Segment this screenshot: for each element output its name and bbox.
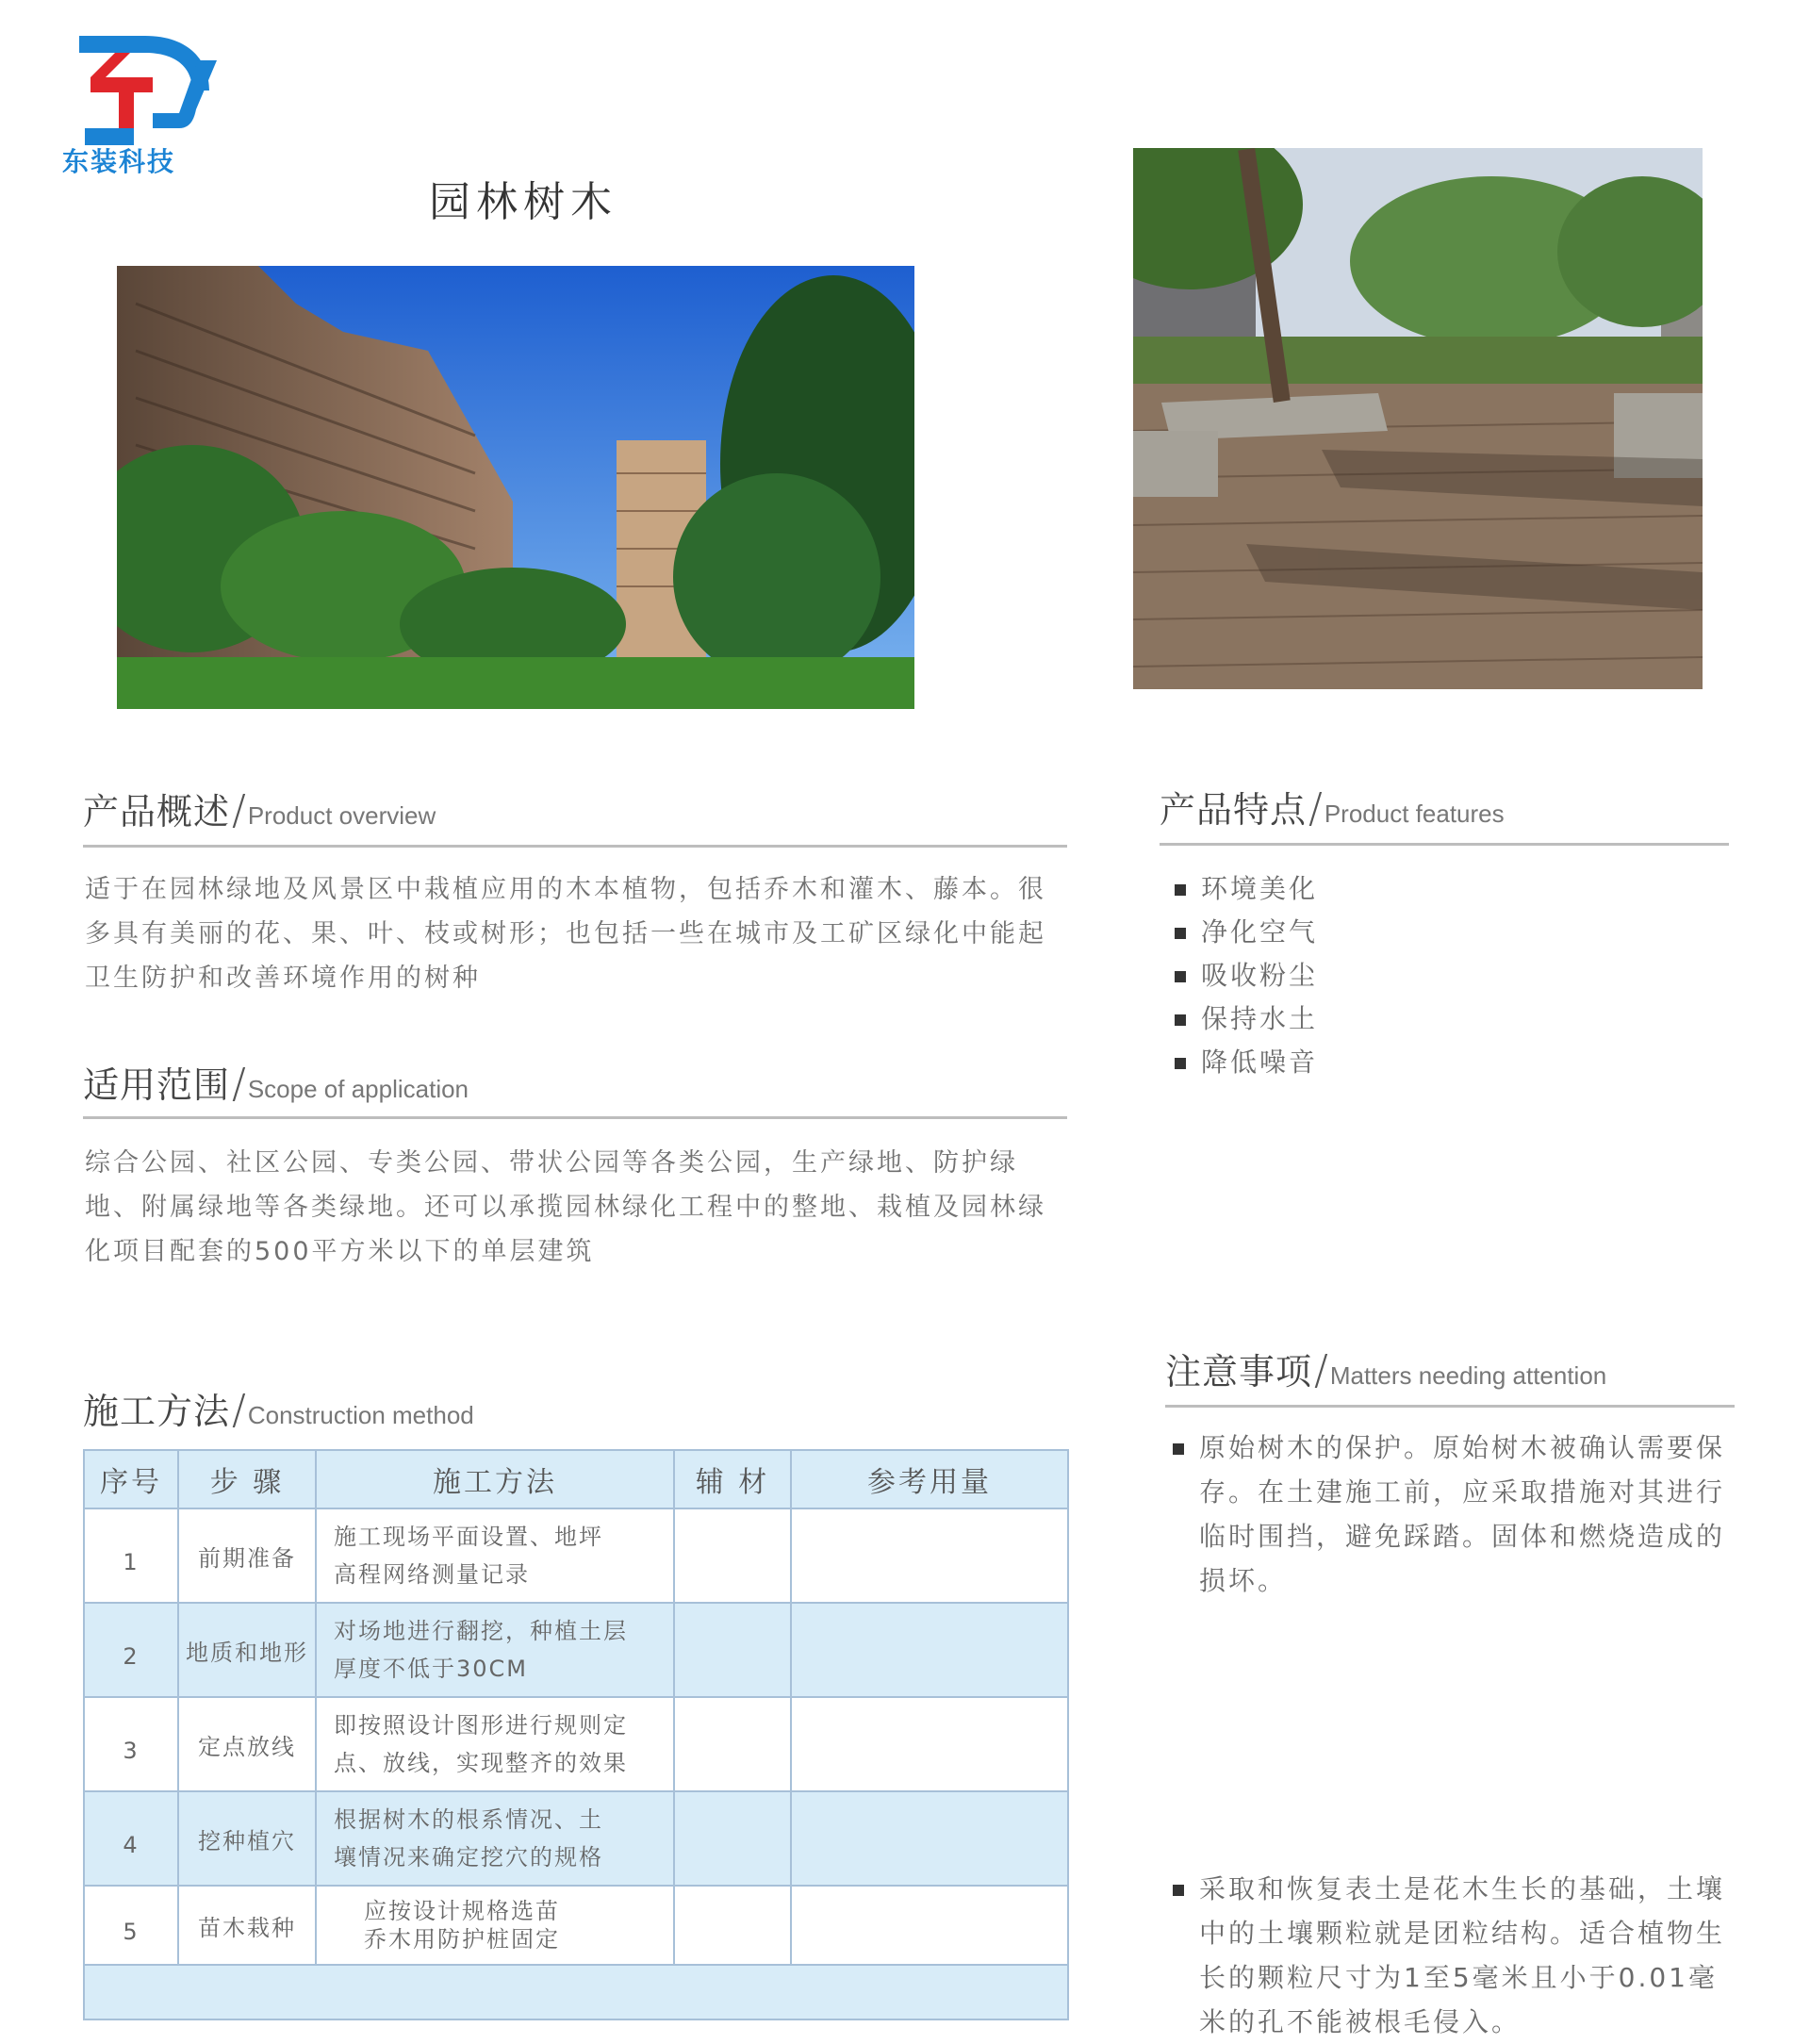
construction-method-table	[83, 1449, 1069, 2020]
attention-item: 采取和恢复表土是花木生长的基础，土壤中的土壤颗粒就是团粒结构。适合植物生长的颗粒尺寸为1至5毫米且小于0.01毫米的孔不能被根毛侵入。	[1169, 1867, 1746, 2044]
table-empty-row	[84, 1965, 1068, 2019]
empty-cell	[84, 1965, 1068, 2019]
attention-item: 原始树木的保护。原始树木被确认需要保存。在土建施工前，应采取措施对其进行临时围挡，避免踩踏。固体和燃烧造成的损坏。	[1169, 1426, 1746, 1603]
method-line: 高程网络测量记录	[334, 1561, 530, 1588]
heading-slash: /	[232, 1386, 246, 1434]
overview-divider	[83, 845, 1067, 848]
heading-slash: /	[1308, 784, 1323, 832]
features-heading	[1160, 781, 1505, 832]
col-header-step: 步 骤	[178, 1450, 316, 1508]
overview-text: 适于在园林绿地及风景区中栽植应用的木本植物，包括乔木和灌木、藤本。很多具有美丽的花、果、叶、枝或树形；也包括一些在城市及工矿区绿化中能起卫生防护和改善环境作用的树种	[85, 875, 1046, 993]
scope-text: 综合公园、社区公园、专类公园、带状公园等各类公园，生产绿地、防护绿地、附属绿地等各类绿地。还可以承揽园林绿化工程中的整地、栽植及园林绿化项目配套的500平方米以下的单层建筑	[85, 1148, 1046, 1266]
method-title-cn: 施工方法	[83, 1391, 231, 1432]
row-no: 2	[84, 1603, 178, 1697]
row-amount	[791, 1508, 1068, 1603]
overview-heading	[83, 783, 436, 834]
row-material	[674, 1886, 791, 1965]
features-list	[1171, 867, 1699, 1084]
col-header-amount: 参考用量	[791, 1450, 1068, 1508]
row-method	[316, 1508, 674, 1603]
col-header-method: 施工方法	[316, 1450, 674, 1508]
row-step: 挖种植穴	[178, 1791, 316, 1886]
table-row	[84, 1791, 1068, 1886]
row-method	[316, 1697, 674, 1791]
heading-slash: /	[232, 1060, 246, 1108]
brand-name: 东装科技	[62, 146, 176, 177]
page-title: 园林树木	[429, 178, 617, 226]
row-amount	[791, 1603, 1068, 1697]
row-step: 前期准备	[178, 1508, 316, 1603]
method-title-en: Construction method	[247, 1401, 474, 1429]
attention-heading	[1165, 1343, 1606, 1394]
row-no: 1	[84, 1508, 178, 1603]
method-line: 厚度不低于30CM	[334, 1656, 529, 1682]
row-material	[674, 1508, 791, 1603]
row-method	[316, 1603, 674, 1697]
table-row	[84, 1603, 1068, 1697]
row-method	[316, 1791, 674, 1886]
col-header-no: 序号	[84, 1450, 178, 1508]
overview-title-cn: 产品概述	[83, 791, 231, 832]
feature-item: 保持水土	[1171, 997, 1699, 1041]
feature-item: 环境美化	[1171, 867, 1699, 911]
method-line: 根据树木的根系情况、土	[334, 1806, 603, 1833]
attention-divider	[1165, 1405, 1735, 1408]
row-step: 苗木栽种	[178, 1886, 316, 1965]
method-line: 点、放线，实现整齐的效果	[334, 1750, 628, 1776]
method-line: 乔木用防护桩固定	[364, 1926, 560, 1953]
scope-heading	[83, 1056, 469, 1108]
paved-plaza-photo	[1133, 148, 1703, 689]
table-header-row	[84, 1450, 1068, 1508]
row-material	[674, 1697, 791, 1791]
table-row	[84, 1508, 1068, 1603]
method-line: 即按照设计图形进行规则定	[334, 1712, 628, 1739]
logo-mark-icon	[77, 34, 219, 147]
row-material	[674, 1603, 791, 1697]
row-no: 5	[84, 1886, 178, 1965]
method-line: 对场地进行翻挖，种植土层	[334, 1618, 628, 1644]
features-title-cn: 产品特点	[1160, 789, 1308, 831]
method-line: 施工现场平面设置、地坪	[334, 1524, 603, 1550]
feature-item: 净化空气	[1171, 911, 1699, 954]
row-method	[316, 1886, 674, 1965]
table-row	[84, 1886, 1068, 1965]
method-line: 应按设计规格选苗	[364, 1898, 560, 1924]
row-amount	[791, 1791, 1068, 1886]
method-heading	[83, 1382, 474, 1434]
row-amount	[791, 1886, 1068, 1965]
attention-title-en: Matters needing attention	[1329, 1361, 1607, 1390]
row-step: 地质和地形	[178, 1603, 316, 1697]
feature-item: 降低噪音	[1171, 1041, 1699, 1084]
scope-title-en: Scope of application	[247, 1075, 469, 1103]
scope-title-cn: 适用范围	[83, 1064, 231, 1106]
row-no: 4	[84, 1791, 178, 1886]
features-divider	[1160, 843, 1729, 846]
overview-title-en: Product overview	[247, 801, 436, 830]
attention-title-cn: 注意事项	[1165, 1351, 1313, 1393]
row-step: 定点放线	[178, 1697, 316, 1791]
method-line: 壤情况来确定挖穴的规格	[334, 1844, 603, 1871]
row-material	[674, 1791, 791, 1886]
residential-garden-photo	[117, 266, 914, 709]
scope-divider	[83, 1116, 1067, 1119]
row-no: 3	[84, 1697, 178, 1791]
table-row	[84, 1697, 1068, 1791]
col-header-material: 辅 材	[674, 1450, 791, 1508]
features-title-en: Product features	[1324, 799, 1505, 828]
heading-slash: /	[232, 786, 246, 834]
heading-slash: /	[1314, 1346, 1328, 1394]
row-amount	[791, 1697, 1068, 1791]
feature-item: 吸收粉尘	[1171, 954, 1699, 997]
